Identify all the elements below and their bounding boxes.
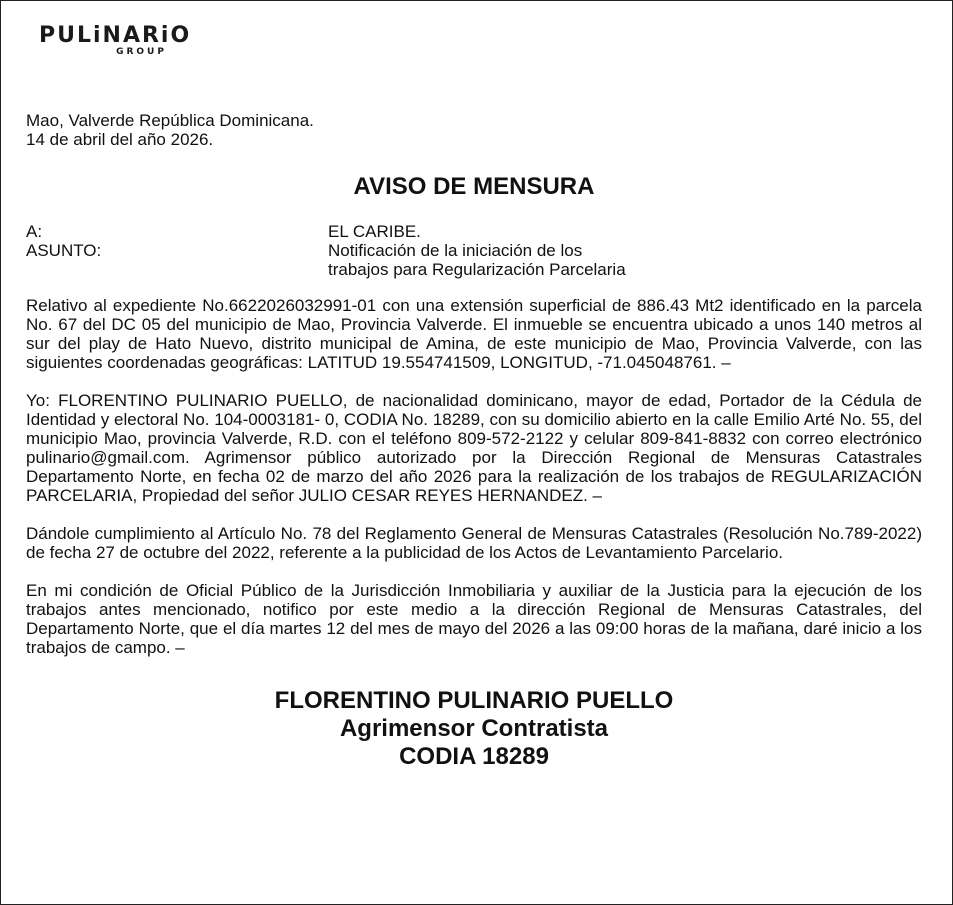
signature-codia: CODIA 18289 bbox=[399, 743, 549, 770]
signature-role: Agrimensor Contratista bbox=[339, 715, 609, 742]
signature-block bbox=[26, 687, 922, 771]
notice-title: AVISO DE MENSURA bbox=[353, 173, 595, 200]
reference-block bbox=[26, 222, 922, 279]
place-date-block bbox=[26, 111, 922, 149]
paragraph-expediente: Relativo al expediente No.6622026032991-01 con una extensión superficial de 886.43 Mt2 identificado en la parcela No. 67 del DC 05 del municipio de Mao, Provincia Valverde. El inmueble se encuentra ubicado a unos 140 metros al sur del play de Hato Nuevo, distrito municipal de Amina, de este municipio de Mao, Provincia Valverde, con las siguientes coordenadas geográficas: LATITUD 19.554741509, LONGITUD, -71.045048761. – bbox=[26, 296, 922, 372]
logo-wordmark: PULiNARiO bbox=[39, 23, 192, 48]
paragraph-surveyor: Yo: FLORENTINO PULINARIO PUELLO, de nacionalidad dominicano, mayor de edad, Portador de la Cédula de Identidad y electoral No. 104-0003181- 0, CODIA No. 18289, con su domicilio abierto en la calle Emilio Arté No. 55, del municipio Mao, provincia Valverde, R.D. con el teléfono 809-572-2122 y celular 809-841-8832 con correo electrónico pulinario@gmail.com. Agrimensor público autorizado por la Dirección Regional de Mensuras Catastrales Departamento Norte, en fecha 02 de marzo del año 2026 para la realización de los trabajos de REGULARIZACIÓN PARCELARIA, Propiedad del señor JULIO CESAR REYES HERNANDEZ. – bbox=[26, 391, 922, 505]
subject-line-1: Notificación de la iniciación de los bbox=[328, 241, 583, 260]
recipient-value: EL CARIBE. bbox=[328, 222, 421, 241]
date-line: 14 de abril del año 2026. bbox=[26, 130, 214, 149]
subject-line-2: trabajos para Regularización Parcelaria bbox=[328, 260, 626, 279]
paragraph-notification: En mi condición de Oficial Público de la Jurisdicción Inmobiliaria y auxiliar de la Justicia para la ejecución de los trabajos antes mencionado, notifico por este medio a la dirección Regional de Mensuras Catastrales, del Departamento Norte, que el día martes 12 del mes de mayo del 2026 a las 09:00 horas de la mañana, daré inicio a los trabajos de campo. – bbox=[26, 581, 922, 657]
subject-label: ASUNTO: bbox=[26, 241, 102, 260]
notice-content bbox=[26, 111, 922, 771]
signature-name: FLORENTINO PULINARIO PUELLO bbox=[274, 687, 674, 714]
recipient-label: A: bbox=[26, 222, 43, 241]
subject-value bbox=[328, 241, 922, 279]
paragraph-regulation: Dándole cumplimiento al Artículo No. 78 del Reglamento General de Mensuras Catastrales (Resolución No.789-2022) de fecha 27 de octubre del 2022, referente a la publicidad de los Actos de Levantamiento Parcelario. bbox=[26, 524, 922, 562]
logo-subtitle: GROUP bbox=[116, 47, 167, 57]
place-line: Mao, Valverde República Dominicana. bbox=[26, 111, 314, 130]
company-logo bbox=[39, 25, 234, 57]
